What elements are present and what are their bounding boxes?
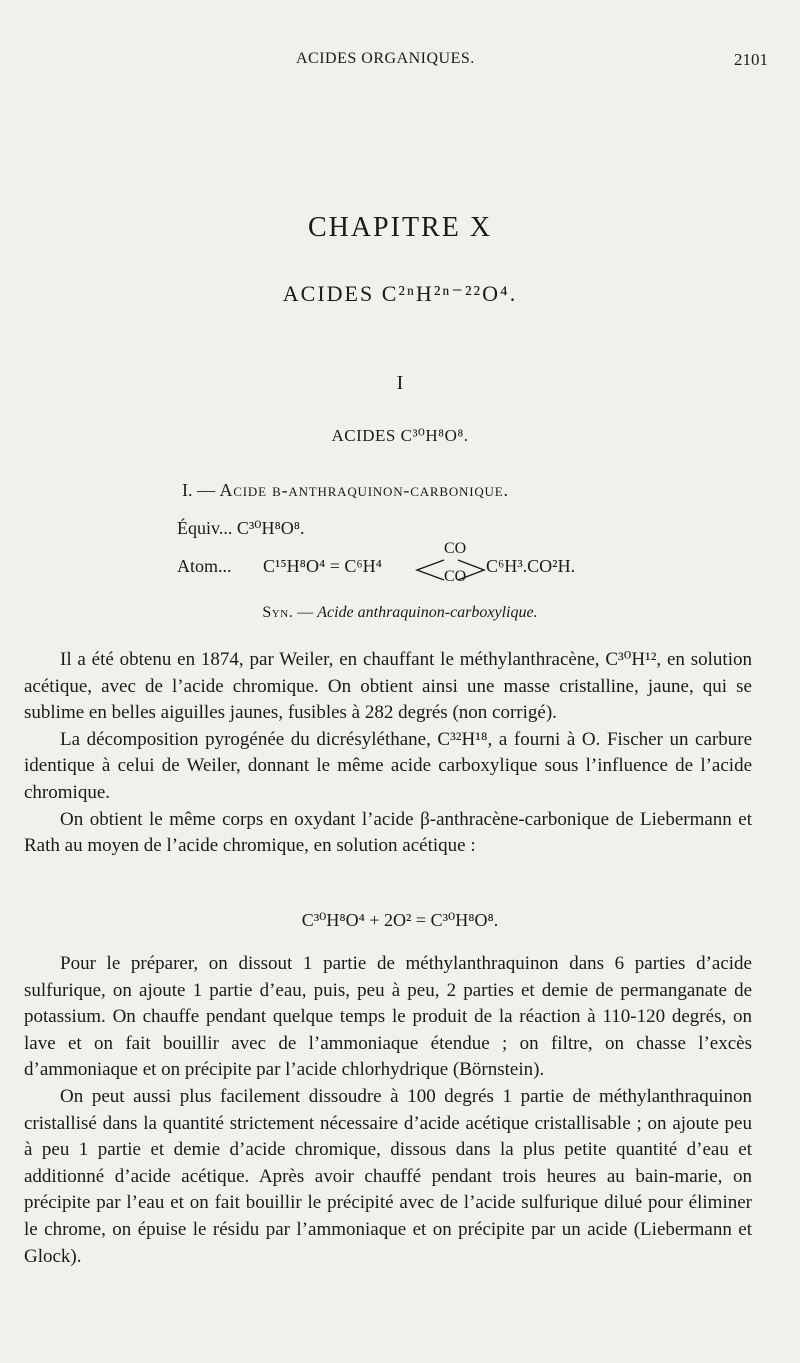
atom-formula-right: C⁶H³.CO²H. xyxy=(486,556,576,576)
compound-name: Acide β-anthraquinon-carbonique. xyxy=(219,480,509,500)
synonym-name: Acide anthraquinon-carboxylique. xyxy=(317,604,538,621)
section-roman-numeral: I xyxy=(396,372,404,394)
atom-label: Atom... xyxy=(177,556,232,576)
equiv-formula: C³⁰H⁸O⁸. xyxy=(236,518,305,538)
synonym-line xyxy=(0,604,800,622)
atom-formula-left: C¹⁵H⁸O⁴ = C⁶H⁴ xyxy=(263,556,382,576)
synonym-label: Syn. xyxy=(262,604,294,621)
paragraph: On peut aussi plus facilement dissoudre à 100 degrés 1 partie de méthylanthraquinon cristallisé dans la quantité strictement nécessaire d’acide acétique cristallisable ; on ajoute peu à peu 1 partie et demie d’acide chromique, dissous dans la plus petite quantité d’eau et additionné d’acide acétique. Après avoir chauffé pendant trois heures au bain-marie, on précipite par l’eau et on fait bouillir le précipité avec de l’acide sulfurique dilué pour éliminer le chrome, on épuise le résidu par l’ammoniaque et on précipite par un acide (Liebermann et Glock). xyxy=(24,1085,752,1267)
carbonyl-bottom: CO xyxy=(444,568,467,585)
page-number: 2101 xyxy=(734,50,768,69)
chapter-title: CHAPITRE X xyxy=(307,212,493,243)
acides-general-formula: C²ⁿH²ⁿ⁻²²O⁴. xyxy=(381,281,518,306)
oxidation-equation: C³⁰H⁸O⁴ + 2O² = C³⁰H⁸O⁸. xyxy=(301,910,499,930)
paragraph: Pour le préparer, on dissout 1 partie de méthylanthraquinon dans 6 parties d’acide sulfurique, on ajoute 1 partie d’eau, puis, peu à peu, 2 parties et demie de permanganate de potassium. On chauffe pendant quelque temps le produit de la réaction à 110-120 degrés, on lave et on fait bouillir avec de l’ammoniaque étendue ; on filtre, on chasse l’excès d’ammoniaque et on précipite par l’acide chlorhydrique (Börnstein). xyxy=(24,953,752,1081)
compound-heading xyxy=(182,480,509,501)
atomic-formula-line xyxy=(177,540,637,594)
body-text-lower xyxy=(24,951,752,1270)
paragraph: On obtient le même corps en oxydant l’acide β-anthracène-carbonique de Liebermann et Rath au moyen de l’acide chromique, en solution acétique : xyxy=(24,808,752,857)
section-subtitle: ACIDES C³⁰H⁸O⁸. xyxy=(331,426,469,445)
running-title: ACIDES ORGANIQUES. xyxy=(296,50,475,67)
body-text-upper xyxy=(24,647,752,860)
chapter-subtitle xyxy=(0,281,800,307)
running-header xyxy=(0,50,800,74)
acides-label: ACIDES xyxy=(282,281,375,306)
paragraph: La décomposition pyrogénée du dicrésyléthane, C³²H¹⁸, a fourni à O. Fischer un carbure identique à celui de Weiler, donnant le même acide carboxylique sous l’influence de l’acide chromique. xyxy=(24,728,752,803)
compound-number: I. xyxy=(182,480,193,500)
equiv-label: Équiv... xyxy=(177,518,233,538)
compound-dash: — xyxy=(197,480,215,500)
synonym-dash: — xyxy=(297,604,314,621)
paragraph: Il a été obtenu en 1874, par Weiler, en chauffant le méthylanthracène, C³⁰H¹², en solution acétique, avec de l’acide chromique. On obtient ainsi une masse cristalline, jaune, qui se sublime en belles aiguilles jaunes, fusibles à 282 degrés (non corrigé). xyxy=(24,649,752,724)
carbonyl-top: CO xyxy=(444,540,467,557)
equivalent-formula-line xyxy=(177,518,305,539)
